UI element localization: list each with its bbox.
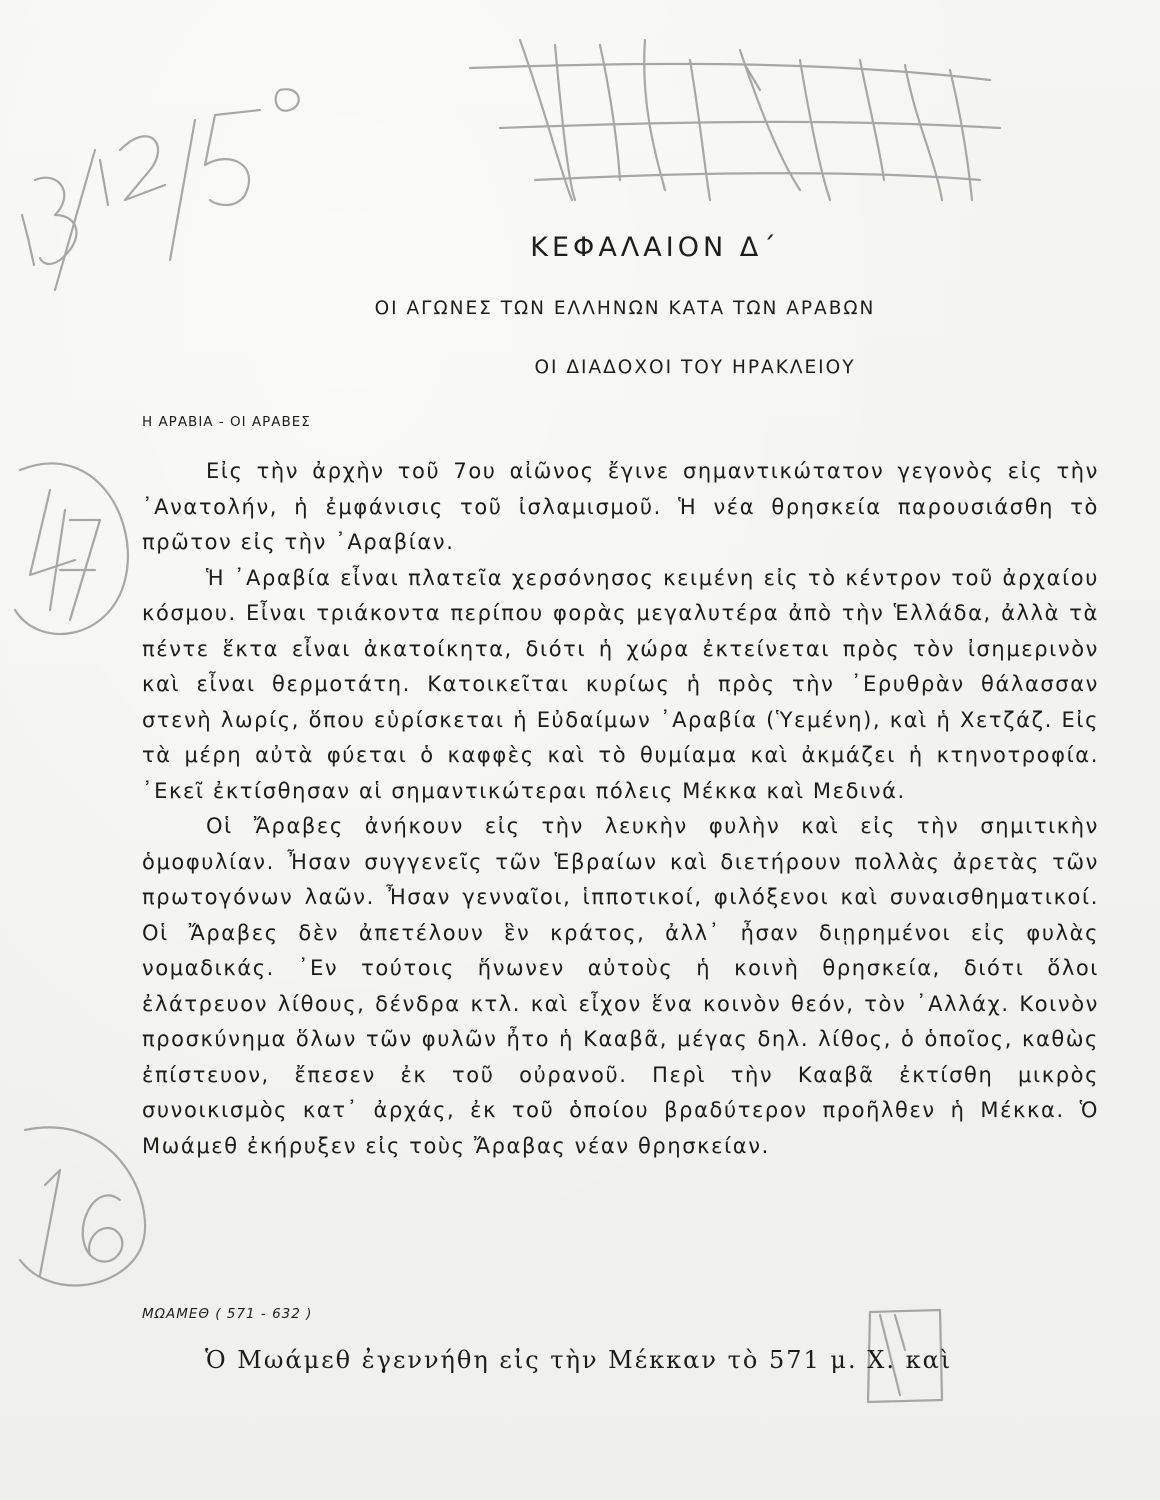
section-heading-arabia: Η ΑΡΑΒΙΑ - ΟΙ ΑΡΑΒΕΣ bbox=[142, 414, 311, 430]
closing-line: Ὁ Μωάμεθ ἐγεννήθη εἰς τὴν Μέκκαν τὸ 571 μ. Χ. καὶ bbox=[205, 1346, 953, 1374]
pencil-grid-scribble bbox=[470, 40, 1000, 200]
subtitle-main: ΟΙ ΑΓΩΝΕΣ ΤΩΝ ΕΛΛΗΝΩΝ ΚΑΤΑ ΤΩΝ ΑΡΑΒΩΝ bbox=[374, 298, 876, 319]
pencil-circled-16 bbox=[20, 1127, 145, 1285]
section-heading-mohammed: ΜΩΑΜΕΘ ( 571 - 632 ) bbox=[142, 1306, 313, 1322]
subtitle-secondary: ΟΙ ΔΙΑΔΟΧΟΙ ΤΟΥ ΗΡΑΚΛΕΙΟΥ bbox=[534, 357, 856, 378]
chapter-title: ΚΕΦΑΛΑΙΟΝ Δ΄ bbox=[530, 232, 780, 263]
pencil-circled-47 bbox=[15, 463, 128, 634]
paragraph-2: Ἡ ᾿Αραβία εἶναι πλατεῖα χερσόνησος κειμένη εἰς τὸ κέντρον τοῦ ἀρχαίου κόσμου. Εἶναι τριάκοντα περίπου φορὰς μεγαλυτέρα ἀπὸ τὴν Ἑλλάδα, ἀλλὰ τὰ πέντε ἕκτα εἶναι ἀκατοίκητα, διότι ἡ χώρα ἐκτείνεται πρὸς τὸν ἰσημερινὸν καὶ εἶναι θερμοτάτη. Κατοικεῖται κυρίως ἡ πρὸς τὴν ᾿Ερυθρὰν θάλασσαν στενὴ λωρίς, ὅπου εὑρίσκεται ἡ Εὐδαίμων ᾿Αραβία (Ὑεμένη), καὶ ἡ Χετζάζ. Εἰς τὰ μέρη αὐτὰ φύεται ὁ καφφὲς καὶ τὸ θυμίαμα καὶ ἀκμάζει ἡ κτηνοτροφία. ᾿Εκεῖ ἐκτίσθησαν αἱ σημαντικώτεραι πόλεις Μέκκα καὶ Μεδινά. bbox=[142, 565, 1099, 803]
paragraph-1: Εἰς τὴν ἀρχὴν τοῦ 7ου αἰῶνος ἔγινε σημαντικώτατον γεγονὸς εἰς τὴν ᾿Ανατολήν, ἡ ἐμφάνισις τοῦ ἰσλαμισμοῦ. Ἡ νέα θρησκεία παρουσιάσθη τὸ πρῶτον εἰς τὴν ᾿Αραβίαν. bbox=[142, 459, 1099, 554]
body-text bbox=[142, 454, 1099, 1164]
paragraph-3: Οἱ Ἄραβες ἀνήκουν εἰς τὴν λευκὴν φυλὴν καὶ εἰς τὴν σημιτικὴν ὁμοφυλίαν. Ἦσαν συγγενεῖς τῶν Ἑβραίων καὶ διετήρουν πολλὰς ἀρετὰς τῶν πρωτογόνων λαῶν. Ἦσαν γενναῖοι, ἱπποτικοί, φιλόξενοι καὶ συναισθηματικοί. Οἱ Ἄραβες δὲν ἀπετέλουν ἓν κράτος, ἀλλ᾿ ἦσαν διῃρημένοι εἰς φυλὰς νομαδικάς. ᾿Εν τούτοις ἥνωνεν αὐτοὺς ἡ κοινὴ θρησκεία, διότι ὅλοι ἐλάτρευον λίθους, δένδρα κτλ. καὶ εἶχον ἕνα κοινὸν θεόν, τὸν ᾿Αλλάχ. Κοινὸν προσκύνημα ὅλων τῶν φυλῶν ἦτο ἡ Κααβᾶ, μέγας δηλ. λίθος, ὁ ὁποῖος, καθὼς ἐπίστευον, ἔπεσεν ἐκ τοῦ οὐρανοῦ. Περὶ τὴν Κααβᾶ ἐκτίσθη μικρὸς συνοικισμὸς κατ᾿ ἀρχάς, ἐκ τοῦ ὁποίου βραδύτερον προῆλθεν ἡ Μέκκα. Ὁ Μωάμεθ ἐκήρυξεν εἰς τοὺς Ἄραβας νέαν θρησκείαν. bbox=[142, 814, 1099, 1158]
